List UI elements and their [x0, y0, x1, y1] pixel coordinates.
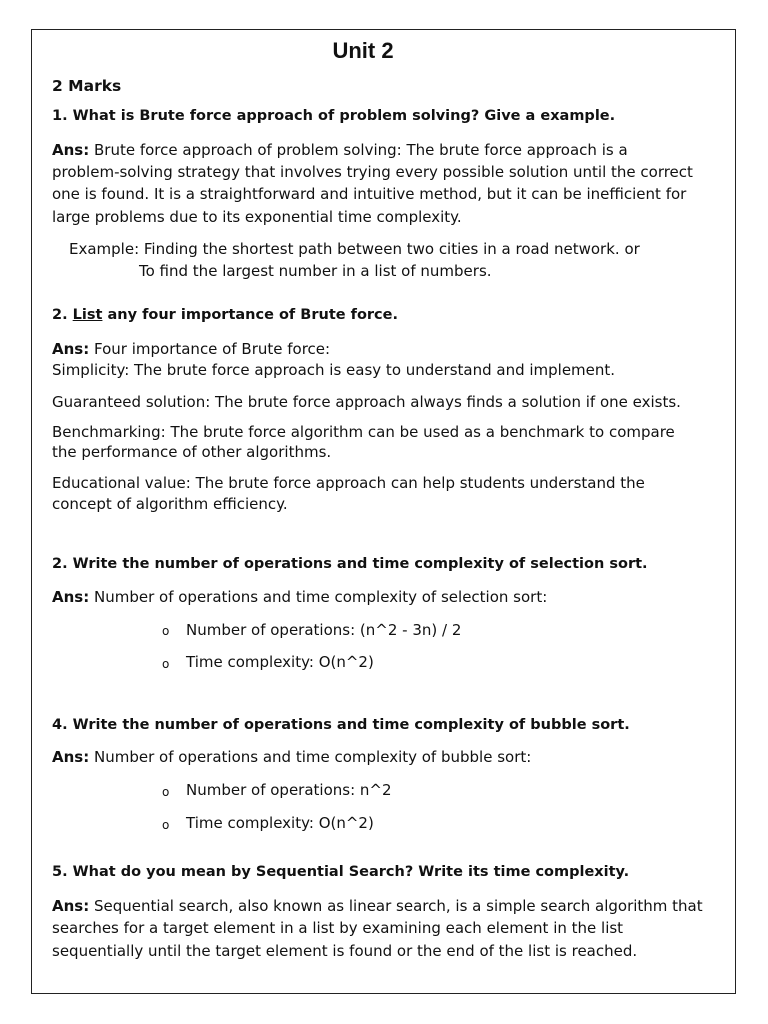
example-line-1: Example: Finding the shortest path between two cities in a road network. or: [69, 240, 640, 258]
list-item: Time complexity: O(n^2): [186, 653, 374, 671]
bullet-icon: o: [162, 785, 170, 799]
answer-2-intro: Ans: Four importance of Brute force:: [52, 340, 331, 358]
answer-5-line-1: Ans: Sequential search, also known as linear search, is a simple search algorithm that: [52, 897, 703, 915]
page-title: Unit 2: [332, 38, 394, 63]
importance-benchmarking-cont: the performance of other algorithms.: [52, 443, 332, 461]
importance-educational-cont: concept of algorithm efficiency.: [52, 495, 288, 513]
importance-educational: Educational value: The brute force approach can help students understand the: [52, 474, 645, 492]
list-item: Number of operations: n^2: [186, 781, 392, 799]
list-item: Time complexity: O(n^2): [186, 814, 374, 832]
answer-1-line-3: one is found. It is a straightforward and intuitive method, but it can be inefficient for: [52, 185, 687, 203]
question-3: 2. Write the number of operations and time complexity of selection sort.: [52, 556, 648, 572]
answer-3-intro: Ans: Number of operations and time complexity of selection sort:: [52, 588, 548, 606]
importance-simplicity: Simplicity: The brute force approach is easy to understand and implement.: [52, 361, 616, 379]
bullet-icon: o: [162, 624, 170, 638]
question-1: 1. What is Brute force approach of problem solving? Give a example.: [52, 108, 616, 124]
answer-5-line-2: searches for a target element in a list by examining each element in the list: [52, 919, 624, 937]
answer-5-line-3: sequentially until the target element is found or the end of the list is reached.: [52, 942, 638, 960]
answer-1-line-4: large problems due to its exponential time complexity.: [52, 208, 462, 226]
question-4: 4. Write the number of operations and time complexity of bubble sort.: [52, 717, 630, 733]
answer-4-intro: Ans: Number of operations and time complexity of bubble sort:: [52, 748, 532, 766]
list-item: Number of operations: (n^2 - 3n) / 2: [186, 621, 462, 639]
answer-label: Ans:: [52, 141, 90, 159]
example-line-2: To find the largest number in a list of numbers.: [139, 262, 492, 280]
bullet-icon: o: [162, 657, 170, 671]
question-5: 5. What do you mean by Sequential Search? Write its time complexity.: [52, 864, 630, 880]
answer-1-line-1: Ans: Brute force approach of problem solving: The brute force approach is a: [52, 141, 628, 159]
importance-benchmarking: Benchmarking: The brute force algorithm can be used as a benchmark to compare: [52, 423, 675, 441]
bullet-icon: o: [162, 818, 170, 832]
importance-guaranteed: Guaranteed solution: The brute force approach always finds a solution if one exists.: [52, 393, 681, 411]
answer-1-line-2: problem-solving strategy that involves trying every possible solution until the correct: [52, 163, 693, 181]
question-2: 2. List any four importance of Brute force.: [52, 307, 398, 323]
section-heading: 2 Marks: [52, 77, 122, 95]
